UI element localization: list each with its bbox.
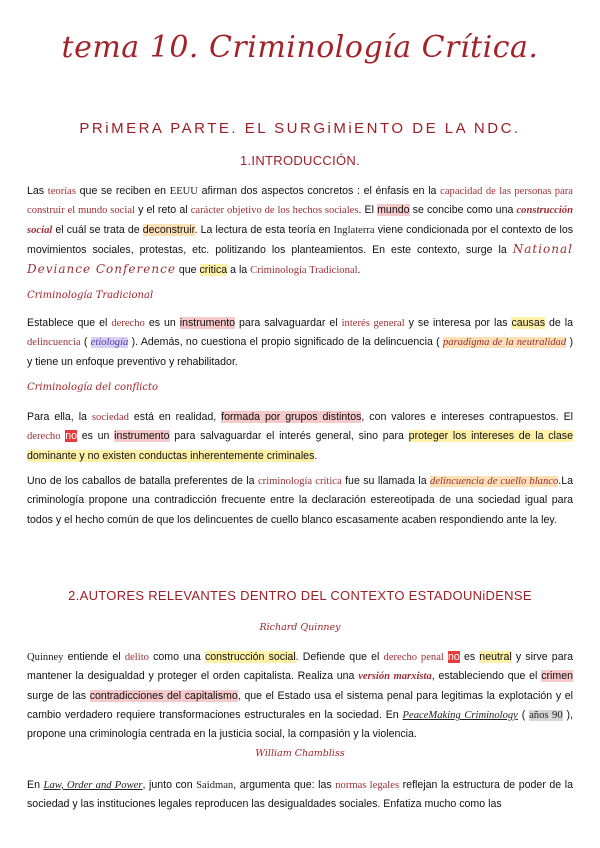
subheading-criminologia-conflicto: Criminología del conflicto — [27, 382, 158, 393]
section-heading-introduccion: 1.INTRODUCCIÓN. — [239, 153, 361, 168]
subheading-criminologia-tradicional: Criminología Tradicional — [27, 290, 154, 301]
paragraph-introduccion: Las teorías que se reciben en EEUU afirman dos aspectos concretos : el énfasis en la capacidad de las personas para construir el mundo social y el reto al carácter objetivo de los hechos sociales. El mundo se concibe como una construcción social el cuál se trata de deconstruir. La lectura de esta teoría en Inglaterra viene condicionada por el contexto de los movimientos sociales, protestas, etc. politizando los planteamientos. En este contexto, surge la National Deviance Conference que critica a la Criminología Tradicional. — [27, 185, 574, 277]
section-heading-autores: 2.AUTORES RELEVANTES DENTRO DEL CONTEXTO ESTADOUNiDENSE — [68, 588, 532, 603]
author-heading-chambliss: William Chambliss — [255, 748, 345, 759]
author-heading-quinney: Richard Quinney — [259, 622, 341, 633]
paragraph-chambliss: En Law, Order and Power, junto con Saidman, argumenta que: las normas legales reflejan la estructura de poder de la sociedad y las instituciones legales reproducen las desigualdades sociales. Enfatiza mucho como las — [27, 779, 573, 811]
paragraph-criminologia-tradicional: Establece que el derecho es un instrumento para salvaguardar el interés general y se interesa por las causas de la delincuencia ( etiología ). Además, no cuestiona el propio significado de la delincuencia ( paradigma de la neutralidad ) y tiene un enfoque preventivo y rehabilitador. — [27, 317, 573, 368]
paragraph-criminologia-conflicto: Para ella, la sociedad está en realidad, formada por grupos distintos, con valores e intereses contrapuestos. El derecho no es un instrumento para salvaguardar el interés general, sino para proteger los intereses de la clase dominante y no existen conductas inherentemente criminales. — [27, 411, 573, 462]
paragraph-quinney: Quinney entiende el delito como una construcción social. Defiende que el derecho penal no es neutral y sirve para mantener la desigualdad y proteger el orden capitalista. Realiza una versión marxista, estableciendo que el crimen surge de las contradicciones del capitalismo, que el Estado usa el sistema penal para legitimas la explotación y el cambio verdadero requiere transformaciones estructurales en la sociedad. En PeaceMaking Criminology ( años 90 ), propone una criminología centrada en la justicia social, la compasión y la violencia. — [27, 651, 574, 741]
part-heading: PRiMERA PARTE. EL SURGiMiENTO DE LA NDC. — [79, 120, 521, 137]
document-title: tema 10. Criminología Crítica. — [61, 30, 539, 65]
paragraph-cuello-blanco: Uno de los caballos de batalla preferentes de la criminología crítica fue su llamada la delincuencia de cuello blanco.La criminología propone una contradicción frecuente entre la declaración estereotipada de una sociedad igual para todos y el hecho común de que los delincuentes de cuello blanco escasamente acaben respondiendo ante la ley. — [27, 475, 573, 526]
